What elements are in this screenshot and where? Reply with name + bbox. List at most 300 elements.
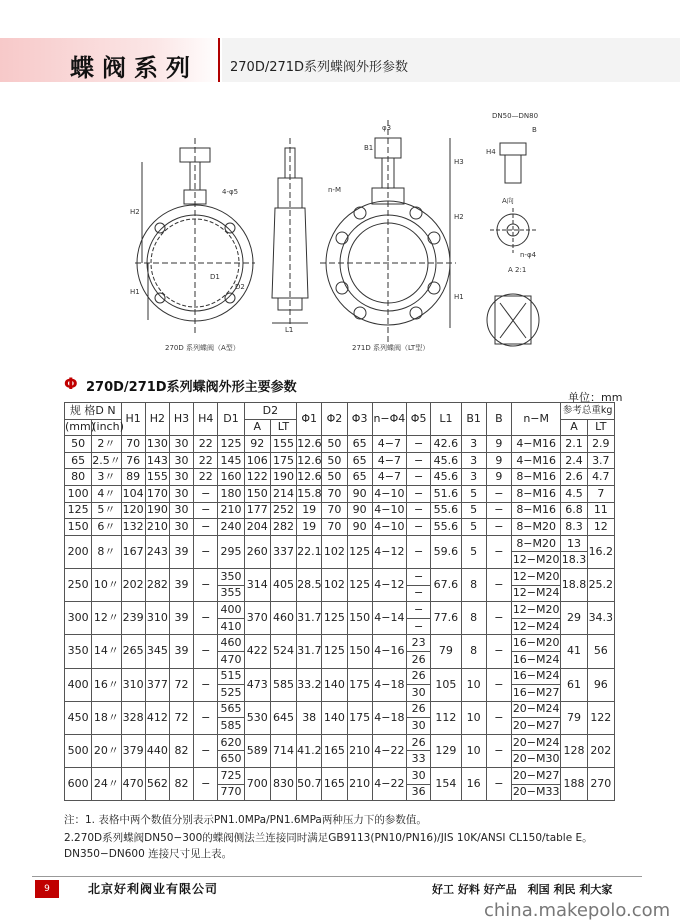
table-cell: 350 — [218, 568, 244, 585]
hdr-l1: L1 — [431, 403, 461, 436]
table-cell: 70 — [322, 519, 347, 536]
table-cell: 65 — [347, 436, 372, 453]
table-cell: 56 — [587, 635, 614, 668]
table-row — [65, 668, 615, 685]
slogan: 好工 好料 好产品 利国 利民 利大家 — [432, 883, 613, 896]
table-cell: 160 — [218, 469, 244, 486]
table-cell: 400 — [218, 602, 244, 619]
table-row — [65, 701, 615, 718]
table-cell: 59.6 — [431, 535, 461, 568]
table-cell: − — [486, 568, 511, 601]
table-cell: 20−M24 — [511, 701, 560, 718]
table-cell: 5 — [461, 502, 486, 519]
table-cell: 140 — [322, 668, 347, 701]
table-cell: 8 — [461, 568, 486, 601]
table-cell: 10 — [461, 701, 486, 734]
table-cell: 12−M24 — [511, 618, 560, 635]
table-cell: 155 — [270, 436, 296, 453]
table-cell: 473 — [244, 668, 270, 701]
table-cell: 155 — [145, 469, 169, 486]
table-cell: 150 — [65, 519, 92, 536]
table-cell: 4−M16 — [511, 436, 560, 453]
table-cell: 12−M24 — [511, 585, 560, 602]
table-cell: 70 — [322, 485, 347, 502]
table-cell: 240 — [218, 519, 244, 536]
table-cell: 30 — [169, 519, 193, 536]
table-cell: 26 — [407, 651, 431, 668]
table-cell: 525 — [218, 685, 244, 702]
caption-271d: 271D 系列蝶阀（LT型） — [352, 344, 430, 352]
label-a-dir: A向 — [502, 197, 514, 205]
table-cell: 38 — [297, 701, 322, 734]
label-l1: L1 — [285, 326, 294, 334]
table-cell: 600 — [65, 768, 92, 801]
unit-label: 单位：mm — [568, 391, 623, 404]
table-cell: 30 — [169, 452, 193, 469]
table-row — [65, 502, 615, 519]
table-cell: 400 — [65, 668, 92, 701]
table-cell: 22 — [194, 436, 218, 453]
table-cell: 175 — [270, 452, 296, 469]
table-cell: 16〃 — [92, 668, 121, 701]
table-cell: 585 — [218, 718, 244, 735]
table-cell: 70 — [322, 502, 347, 519]
caption-270d: 270D 系列蝶阀（A型） — [165, 344, 240, 352]
table-cell: 328 — [121, 701, 145, 734]
table-cell: 300 — [65, 602, 92, 635]
label-h2-left: H2 — [130, 208, 140, 216]
company-name: 北京好利阀业有限公司 — [88, 882, 219, 896]
table-cell: 19 — [297, 502, 322, 519]
header-subtitle: 270D/271D系列蝶阀外形参数 — [230, 60, 409, 75]
hdr-d2: D2 — [244, 403, 296, 420]
label-b1: B1 — [364, 144, 374, 152]
table-cell: 4−M16 — [511, 452, 560, 469]
table-cell: 26 — [407, 668, 431, 685]
table-cell: 282 — [270, 519, 296, 536]
table-cell: 82 — [169, 734, 193, 767]
table-cell: 39 — [169, 635, 193, 668]
table-cell: 4.5 — [561, 485, 587, 502]
table-cell: 106 — [244, 452, 270, 469]
table-cell: 4〃 — [92, 485, 121, 502]
hdr-h4: H4 — [194, 403, 218, 436]
table-cell: 6〃 — [92, 519, 121, 536]
table-cell: 214 — [270, 485, 296, 502]
table-cell: 28.5 — [297, 568, 322, 601]
table-cell: 30 — [407, 685, 431, 702]
table-cell: − — [407, 535, 431, 568]
table-cell: − — [407, 436, 431, 453]
header-row — [65, 403, 615, 420]
table-cell: − — [486, 602, 511, 635]
table-cell: 150 — [347, 602, 372, 635]
header-divider — [218, 38, 220, 82]
table-cell: 4−7 — [372, 452, 406, 469]
table-cell: 10〃 — [92, 568, 121, 601]
table-cell: 45.6 — [431, 469, 461, 486]
table-cell: 239 — [121, 602, 145, 635]
table-cell: 16−M24 — [511, 651, 560, 668]
table-cell: 515 — [218, 668, 244, 685]
table-cell: − — [407, 585, 431, 602]
table-cell: 50 — [322, 469, 347, 486]
table-cell: 20−M30 — [511, 751, 560, 768]
table-cell: 2.1 — [561, 436, 587, 453]
table-row — [65, 485, 615, 502]
table-cell: 460 — [218, 635, 244, 652]
table-cell: 422 — [244, 635, 270, 668]
hdr-d2lt: LT — [270, 419, 296, 436]
table-cell: 39 — [169, 602, 193, 635]
table-cell: 4−7 — [372, 469, 406, 486]
table-cell: 11 — [587, 502, 614, 519]
table-cell: 370 — [244, 602, 270, 635]
label-a-ratio: A 2:1 — [508, 266, 527, 274]
table-cell: 4−18 — [372, 668, 406, 701]
table-cell: 132 — [121, 519, 145, 536]
table-cell: 2.9 — [587, 436, 614, 453]
table-cell: 8〃 — [92, 535, 121, 568]
table-cell: 200 — [65, 535, 92, 568]
table-cell: 154 — [431, 768, 461, 801]
table-cell: 112 — [431, 701, 461, 734]
table-cell: 39 — [169, 535, 193, 568]
table-cell: 377 — [145, 668, 169, 701]
table-cell: 51.6 — [431, 485, 461, 502]
inset-title: DN50—DN80 — [492, 112, 539, 120]
table-cell: 714 — [270, 734, 296, 767]
table-cell: 460 — [270, 602, 296, 635]
table-cell: 25.2 — [587, 568, 614, 601]
table-cell: 20−M24 — [511, 734, 560, 751]
table-cell: 22.1 — [297, 535, 322, 568]
label-d2: D2 — [235, 283, 245, 291]
hdr-mm: (mm) — [65, 419, 92, 436]
table-cell: 7 — [587, 485, 614, 502]
table-cell: 79 — [431, 635, 461, 668]
table-cell: 55.6 — [431, 502, 461, 519]
table-cell: 61 — [561, 668, 587, 701]
valve-drawings — [120, 98, 560, 378]
table-cell: 8 — [461, 635, 486, 668]
table-cell: 8−M20 — [511, 519, 560, 536]
table-cell: 125 — [65, 502, 92, 519]
table-cell: 26 — [407, 701, 431, 718]
table-cell: − — [407, 502, 431, 519]
table-cell: 405 — [270, 568, 296, 601]
table-cell: 282 — [145, 568, 169, 601]
table-cell: − — [486, 502, 511, 519]
valve-drawing-svg — [120, 98, 560, 378]
table-cell: 3 — [461, 436, 486, 453]
table-cell: 130 — [145, 436, 169, 453]
table-cell: 33.2 — [297, 668, 322, 701]
label-nm: n-M — [328, 186, 342, 194]
table-row — [65, 535, 615, 552]
table-cell: 8−M20 — [511, 535, 560, 552]
label-phi3: φ3 — [382, 124, 392, 132]
table-cell: 20−M33 — [511, 784, 560, 801]
table-cell: 202 — [587, 734, 614, 767]
table-cell: 260 — [244, 535, 270, 568]
table-row — [65, 734, 615, 751]
table-cell: 41 — [561, 635, 587, 668]
table-cell: 12〃 — [92, 602, 121, 635]
table-cell: 8.3 — [561, 519, 587, 536]
hdr-nphi4: n−Φ4 — [372, 403, 406, 436]
hdr-wa: A — [561, 419, 587, 436]
table-row — [65, 568, 615, 585]
table-cell: 30 — [169, 485, 193, 502]
table-cell: 350 — [65, 635, 92, 668]
table-row — [65, 452, 615, 469]
table-cell: 105 — [431, 668, 461, 701]
table-cell: − — [194, 485, 218, 502]
table-cell: 190 — [145, 502, 169, 519]
table-cell: 16−M20 — [511, 635, 560, 652]
table-row — [65, 469, 615, 486]
table-cell: 175 — [347, 668, 372, 701]
table-cell: 26 — [407, 734, 431, 751]
table-cell: 18.8 — [561, 568, 587, 601]
table-cell: 13 — [561, 535, 587, 552]
spec-table-body — [65, 403, 615, 801]
table-cell: 90 — [347, 502, 372, 519]
table-cell: 50 — [65, 436, 92, 453]
table-cell: 210 — [145, 519, 169, 536]
table-cell: 45.6 — [431, 452, 461, 469]
table-cell: 76 — [121, 452, 145, 469]
series-title: 蝶阀系列 — [70, 54, 198, 82]
table-cell: 129 — [431, 734, 461, 767]
watermark: china.makepolo.com — [484, 900, 671, 921]
table-cell: 102 — [322, 535, 347, 568]
table-cell: 4.7 — [587, 469, 614, 486]
table-cell: 565 — [218, 701, 244, 718]
table-cell: 143 — [145, 452, 169, 469]
table-cell: 4−22 — [372, 768, 406, 801]
table-cell: 204 — [244, 519, 270, 536]
table-cell: 90 — [347, 519, 372, 536]
table-cell: 12−M20 — [511, 602, 560, 619]
table-cell: 524 — [270, 635, 296, 668]
label-phi5: 4-φ5 — [222, 188, 239, 196]
hdr-phi2: Φ2 — [322, 403, 347, 436]
table-cell: 188 — [561, 768, 587, 801]
table-cell: − — [194, 519, 218, 536]
table-cell: 82 — [169, 768, 193, 801]
table-cell: 31.7 — [297, 635, 322, 668]
table-cell: 4−22 — [372, 734, 406, 767]
page-number: 9 — [35, 880, 59, 898]
table-cell: 12.6 — [297, 469, 322, 486]
table-cell: 30 — [169, 502, 193, 519]
table-cell: − — [407, 618, 431, 635]
hdr-nm: n−M — [511, 403, 560, 436]
table-cell: − — [194, 535, 218, 568]
note-2: 2.270D系列蝶阀DN50−300的蝶阀侧法兰连接同时满足GB9113(PN10/PN16)/JIS 10K/ANSI CL150/table E。DN350−DN600 连接尺寸见上表。 — [64, 832, 593, 860]
table-cell: 34.3 — [587, 602, 614, 635]
table-cell: 3.7 — [587, 452, 614, 469]
table-cell: − — [486, 668, 511, 701]
table-cell: 33 — [407, 751, 431, 768]
table-cell: 830 — [270, 768, 296, 801]
table-cell: 165 — [322, 734, 347, 767]
table-cell: 30 — [169, 469, 193, 486]
table-cell: 310 — [121, 668, 145, 701]
table-cell: 18.3 — [561, 552, 587, 569]
table-cell: 150 — [347, 635, 372, 668]
table-cell: 12.6 — [297, 452, 322, 469]
hdr-weight: 参考总重kg — [561, 403, 615, 420]
table-cell: 77.6 — [431, 602, 461, 635]
table-cell: 5 — [461, 535, 486, 568]
table-cell: 210 — [218, 502, 244, 519]
table-cell: 16 — [461, 768, 486, 801]
hdr-b1: B1 — [461, 403, 486, 436]
table-cell: 410 — [218, 618, 244, 635]
table-cell: 250 — [65, 568, 92, 601]
table-cell: 31.7 — [297, 602, 322, 635]
table-cell: 30 — [169, 436, 193, 453]
table-cell: 41.2 — [297, 734, 322, 767]
table-cell: − — [407, 452, 431, 469]
table-cell: 5〃 — [92, 502, 121, 519]
spec-table — [64, 402, 615, 801]
table-cell: 50 — [322, 452, 347, 469]
table-cell: 167 — [121, 535, 145, 568]
table-cell: 80 — [65, 469, 92, 486]
table-cell: 65 — [347, 452, 372, 469]
table-cell: 125 — [322, 602, 347, 635]
table-cell: 145 — [218, 452, 244, 469]
table-cell: 102 — [322, 568, 347, 601]
table-cell: 22 — [194, 452, 218, 469]
table-cell: − — [486, 701, 511, 734]
table-cell: 12 — [587, 519, 614, 536]
table-cell: 55.6 — [431, 519, 461, 536]
table-cell: 65 — [347, 469, 372, 486]
table-cell: 125 — [322, 635, 347, 668]
table-cell: 36 — [407, 784, 431, 801]
table-cell: 620 — [218, 734, 244, 751]
table-cell: 10 — [461, 734, 486, 767]
table-cell: 16−M24 — [511, 668, 560, 685]
table-cell: 122 — [587, 701, 614, 734]
hdr-wlt: LT — [587, 419, 614, 436]
label-d1: D1 — [210, 273, 220, 281]
table-cell: 2.5〃 — [92, 452, 121, 469]
drawing-270d-front — [135, 138, 255, 333]
table-cell: 4−16 — [372, 635, 406, 668]
table-cell: 100 — [65, 485, 92, 502]
table-cell: 412 — [145, 701, 169, 734]
hdr-b: B — [486, 403, 511, 436]
table-cell: − — [194, 502, 218, 519]
table-cell: 24〃 — [92, 768, 121, 801]
table-cell: 2.6 — [561, 469, 587, 486]
hdr-phi3: Φ3 — [347, 403, 372, 436]
table-cell: 4−10 — [372, 519, 406, 536]
table-cell: − — [194, 635, 218, 668]
table-cell: − — [194, 701, 218, 734]
table-cell: 22 — [194, 469, 218, 486]
table-cell: 6.8 — [561, 502, 587, 519]
table-cell: 440 — [145, 734, 169, 767]
drawing-271d-front — [320, 120, 456, 343]
table-row — [65, 519, 615, 536]
label-h2-right: H2 — [454, 213, 464, 221]
table-cell: 180 — [218, 485, 244, 502]
table-cell: 72 — [169, 668, 193, 701]
table-row — [65, 768, 615, 785]
table-cell: 16−M27 — [511, 685, 560, 702]
table-cell: 379 — [121, 734, 145, 767]
table-cell: 5 — [461, 485, 486, 502]
table-cell: − — [194, 602, 218, 635]
table-cell: 450 — [65, 701, 92, 734]
hdr-h3: H3 — [169, 403, 193, 436]
table-cell: 14〃 — [92, 635, 121, 668]
table-cell: 10 — [461, 668, 486, 701]
table-cell: 29 — [561, 602, 587, 635]
table-cell: 210 — [347, 734, 372, 767]
table-cell: 150 — [244, 485, 270, 502]
table-cell: 2〃 — [92, 436, 121, 453]
table-cell: 470 — [121, 768, 145, 801]
table-cell: 500 — [65, 734, 92, 767]
table-cell: 12−M20 — [511, 552, 560, 569]
table-cell: 345 — [145, 635, 169, 668]
table-cell: 42.6 — [431, 436, 461, 453]
table-cell: 645 — [270, 701, 296, 734]
table-cell: 90 — [347, 485, 372, 502]
table-cell: 4−18 — [372, 701, 406, 734]
table-cell: 252 — [270, 502, 296, 519]
label-h1-right: H1 — [454, 293, 464, 301]
table-cell: 50.7 — [297, 768, 322, 801]
table-cell: 585 — [270, 668, 296, 701]
table-cell: 72 — [169, 701, 193, 734]
label-b: B — [532, 126, 537, 134]
table-cell: 770 — [218, 784, 244, 801]
table-cell: 125 — [347, 568, 372, 601]
table-cell: 79 — [561, 701, 587, 734]
table-cell: 18〃 — [92, 701, 121, 734]
table-cell: 8−M16 — [511, 469, 560, 486]
table-cell: − — [407, 485, 431, 502]
table-cell: 65 — [65, 452, 92, 469]
label-n-phi4: n-φ4 — [520, 251, 537, 259]
table-cell: 265 — [121, 635, 145, 668]
table-cell: 70 — [121, 436, 145, 453]
table-cell: 92 — [244, 436, 270, 453]
table-cell: 4−7 — [372, 436, 406, 453]
note-1: 注：1. 表格中两个数值分别表示PN1.0MPa/PN1.6MPa两种压力下的参数值。 — [64, 814, 427, 826]
hdr-phi1: Φ1 — [297, 403, 322, 436]
table-cell: 337 — [270, 535, 296, 568]
section-title: 270D/271D系列蝶阀外形主要参数 — [86, 380, 297, 395]
hdr-d2a: A — [244, 419, 270, 436]
table-row — [65, 635, 615, 652]
table-cell: 202 — [121, 568, 145, 601]
table-cell: 140 — [322, 701, 347, 734]
hdr-spec: 规 格D N — [65, 403, 122, 420]
label-h4: H4 — [486, 148, 496, 156]
table-cell: 15.8 — [297, 485, 322, 502]
table-cell: 3 — [461, 452, 486, 469]
